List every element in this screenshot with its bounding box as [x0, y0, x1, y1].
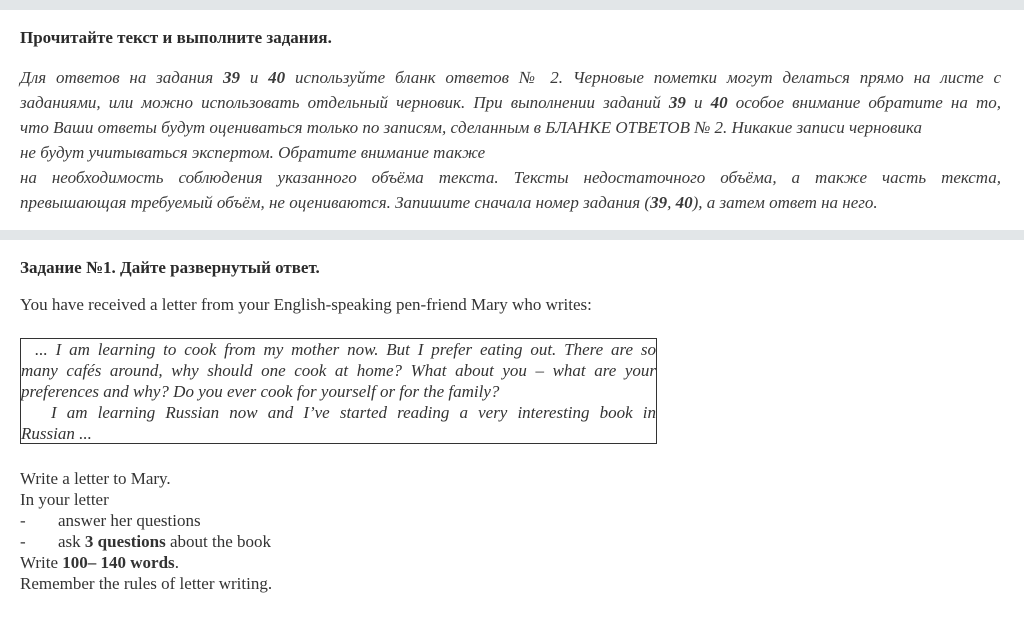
- task-intro: You have received a letter from your English-speaking pen-friend Mary who writes:: [20, 295, 592, 314]
- instructions-line: на необходимость соблюдения указанного объёма текста. Тексты недостаточного объёма, а также часть текста,: [20, 168, 1001, 187]
- letter-line: preferences and why? Do you ever cook for yourself or for the family?: [21, 382, 500, 401]
- instructions-line: не будут учитываться экспертом. Обратите внимание также: [20, 143, 486, 162]
- middle-divider-band: [0, 230, 1024, 240]
- bullet-marker: -: [20, 532, 26, 551]
- task-bullet: - ask 3 questions about the book: [20, 532, 271, 551]
- top-divider-band: [0, 0, 1024, 10]
- task-line: Remember the rules of letter writing.: [20, 574, 273, 593]
- instructions-line: что Ваши ответы будут оцениваться только по записям, сделанным в БЛАНКЕ ОТВЕТОВ № 2. Никакие записи черновика: [20, 118, 922, 137]
- task-bullet: - answer her questions: [20, 511, 201, 530]
- letter-excerpt-box: [20, 338, 657, 444]
- task-line: Write a letter to Mary.: [20, 469, 171, 488]
- instructions-paragraph: [20, 65, 1001, 215]
- letter-line: Russian ...: [21, 424, 92, 443]
- section-heading-task: Задание №1. Дайте развернутый ответ.: [20, 258, 320, 277]
- letter-line: ... I am learning to cook from my mother now. But I prefer eating out. There are so: [35, 340, 656, 359]
- bullet-marker: -: [20, 511, 26, 530]
- instructions-line: заданиями, или можно использовать отдельный черновик. При выполнении заданий 39 и 40 особое внимание обратите на то,: [20, 93, 1002, 112]
- letter-line: I am learning Russian now and I’ve started reading a very interesting book in: [51, 403, 656, 422]
- section-heading-instructions: Прочитайте текст и выполните задания.: [20, 28, 332, 47]
- task-instructions: [20, 468, 272, 594]
- instructions-line: превышающая требуемый объём, не оцениваются. Запишите сначала номер задания (39, 40), а затем ответ на него.: [20, 193, 878, 212]
- task-word-count: Write 100– 140 words.: [20, 553, 179, 572]
- task-line: In your letter: [20, 490, 109, 509]
- instructions-line: Для ответов на задания 39 и 40 используйте бланк ответов № 2. Черновые пометки могут делаться прямо на листе с: [20, 68, 1002, 87]
- letter-line: many cafés around, why should one cook at home? What about you – what are your: [21, 361, 656, 380]
